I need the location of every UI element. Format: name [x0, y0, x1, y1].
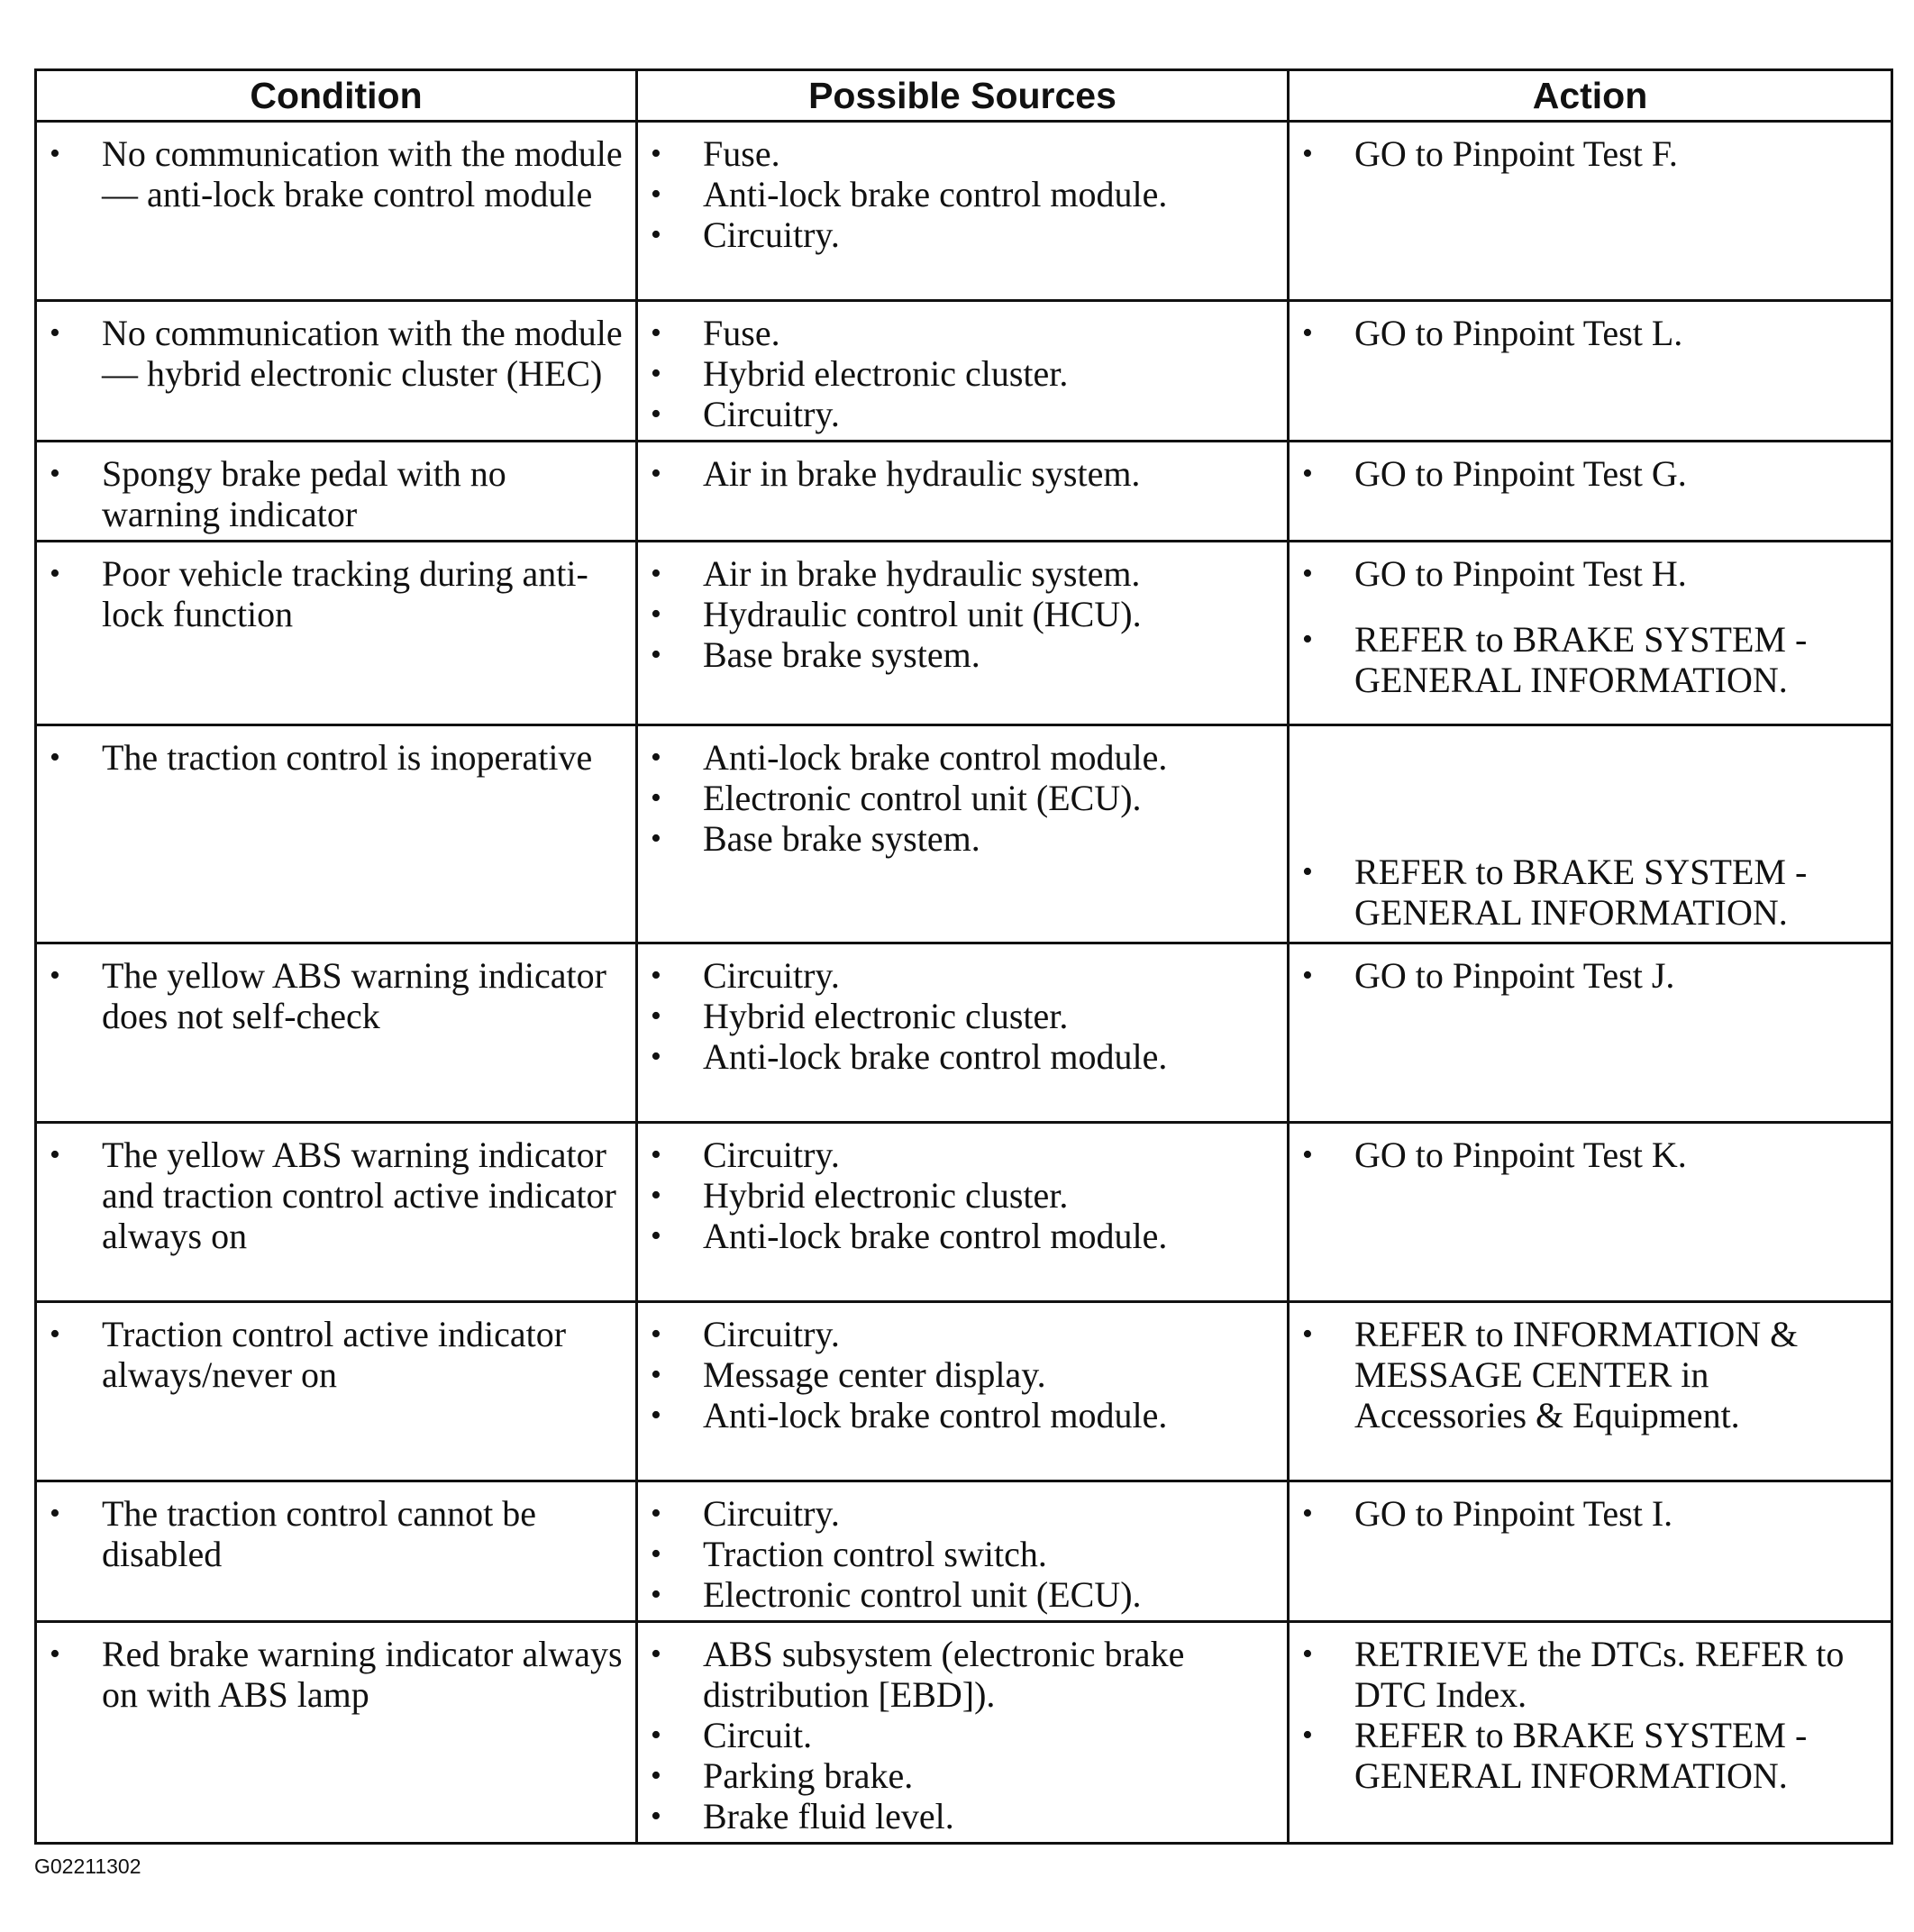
sources-cell	[637, 442, 1289, 542]
action-item: • REFER to BRAKE SYSTEM - GENERAL INFORMATION.	[1290, 1715, 1878, 1796]
source-item: • Circuitry.	[638, 955, 1274, 996]
table-row	[36, 442, 1892, 542]
action-cell	[1289, 725, 1892, 943]
sources-cell	[637, 1302, 1289, 1481]
action-item: • GO to Pinpoint Test F.	[1290, 133, 1878, 174]
source-item: • Anti-lock brake control module.	[638, 737, 1274, 778]
table-row	[36, 301, 1892, 442]
source-item: • Base brake system.	[638, 634, 1274, 675]
header-row	[36, 70, 1892, 122]
source-item: • Air in brake hydraulic system.	[638, 453, 1274, 494]
sources-cell	[637, 943, 1289, 1123]
source-item: • Anti-lock brake control module.	[638, 174, 1274, 214]
condition-item: • No communication with the module — hybrid electronic cluster (HEC)	[37, 313, 623, 394]
condition-item: • The yellow ABS warning indicator and traction control active indicator always on	[37, 1135, 623, 1256]
source-item: • Fuse.	[638, 133, 1274, 174]
condition-item: • Red brake warning indicator always on with ABS lamp	[37, 1634, 623, 1715]
source-item: • Fuse.	[638, 313, 1274, 353]
condition-cell	[36, 442, 637, 542]
source-item: • Electronic control unit (ECU).	[638, 778, 1274, 818]
action-item: • GO to Pinpoint Test I.	[1290, 1493, 1878, 1534]
sources-cell	[637, 725, 1289, 943]
action-item: • GO to Pinpoint Test G.	[1290, 453, 1878, 494]
diagnosis-table-sheet	[34, 68, 1891, 1845]
source-item: • Circuit.	[638, 1715, 1274, 1755]
condition-cell	[36, 301, 637, 442]
table-row	[36, 1622, 1892, 1844]
condition-cell	[36, 1481, 637, 1622]
action-cell	[1289, 301, 1892, 442]
source-item: • Hydraulic control unit (HCU).	[638, 594, 1274, 634]
source-item: • Brake fluid level.	[638, 1796, 1274, 1836]
header-condition: Condition	[36, 70, 637, 122]
condition-cell	[36, 542, 637, 725]
action-cell	[1289, 442, 1892, 542]
condition-item: • The traction control is inoperative	[37, 737, 623, 778]
action-cell	[1289, 1481, 1892, 1622]
table-row	[36, 725, 1892, 943]
figure-id: G02211302	[34, 1855, 141, 1878]
header-possible-sources: Possible Sources	[637, 70, 1289, 122]
source-item: • Base brake system.	[638, 818, 1274, 859]
condition-item: • No communication with the module — anti-lock brake control module	[37, 133, 623, 214]
condition-item: • Poor vehicle tracking during anti-lock function	[37, 553, 623, 634]
source-item: • Anti-lock brake control module.	[638, 1395, 1274, 1435]
action-item: • REFER to BRAKE SYSTEM - GENERAL INFORMATION.	[1290, 619, 1878, 700]
source-item: • Circuitry.	[638, 1135, 1274, 1175]
action-item: • GO to Pinpoint Test L.	[1290, 313, 1878, 353]
action-cell	[1289, 1622, 1892, 1844]
condition-cell	[36, 943, 637, 1123]
condition-cell	[36, 1622, 637, 1844]
action-item: • GO to Pinpoint Test H.	[1290, 553, 1878, 594]
sources-cell	[637, 1622, 1289, 1844]
action-item: • RETRIEVE the DTCs. REFER to DTC Index.	[1290, 1634, 1878, 1715]
source-item: • Parking brake.	[638, 1755, 1274, 1796]
condition-item: • The traction control cannot be disabled	[37, 1493, 623, 1574]
action-cell	[1289, 1302, 1892, 1481]
sources-cell	[637, 1481, 1289, 1622]
table-row	[36, 943, 1892, 1123]
table-row	[36, 1123, 1892, 1302]
source-item: • Circuitry.	[638, 1314, 1274, 1354]
header-action: Action	[1289, 70, 1892, 122]
table-row	[36, 542, 1892, 725]
action-cell	[1289, 943, 1892, 1123]
sources-cell	[637, 122, 1289, 301]
condition-item: • Spongy brake pedal with no warning indicator	[37, 453, 623, 534]
condition-item: • Traction control active indicator always/never on	[37, 1314, 623, 1395]
sources-cell	[637, 1123, 1289, 1302]
source-item: • Circuitry.	[638, 214, 1274, 255]
source-item: • Anti-lock brake control module.	[638, 1036, 1274, 1077]
table-row	[36, 1302, 1892, 1481]
source-item: • Electronic control unit (ECU).	[638, 1574, 1274, 1615]
source-item: • Hybrid electronic cluster.	[638, 1175, 1274, 1216]
action-cell	[1289, 122, 1892, 301]
action-item: • GO to Pinpoint Test K.	[1290, 1135, 1878, 1175]
sources-cell	[637, 542, 1289, 725]
condition-cell	[36, 1302, 637, 1481]
source-item: • Traction control switch.	[638, 1534, 1274, 1574]
source-item: • Circuitry.	[638, 394, 1274, 434]
action-cell	[1289, 1123, 1892, 1302]
source-item: • ABS subsystem (electronic brake distribution [EBD]).	[638, 1634, 1274, 1715]
source-item: • Hybrid electronic cluster.	[638, 353, 1274, 394]
source-item: • Message center display.	[638, 1354, 1274, 1395]
source-item: • Air in brake hydraulic system.	[638, 553, 1274, 594]
source-item: • Circuitry.	[638, 1493, 1274, 1534]
condition-cell	[36, 1123, 637, 1302]
condition-cell	[36, 725, 637, 943]
condition-cell	[36, 122, 637, 301]
source-item: • Anti-lock brake control module.	[638, 1216, 1274, 1256]
source-item: • Hybrid electronic cluster.	[638, 996, 1274, 1036]
condition-item: • The yellow ABS warning indicator does not self-check	[37, 955, 623, 1036]
sources-cell	[637, 301, 1289, 442]
action-cell	[1289, 542, 1892, 725]
action-item: • GO to Pinpoint Test J.	[1290, 955, 1878, 996]
table-row	[36, 122, 1892, 301]
symptom-chart-table	[34, 68, 1893, 1845]
action-item: • REFER to BRAKE SYSTEM - GENERAL INFORMATION.	[1290, 852, 1878, 933]
action-item: • REFER to INFORMATION & MESSAGE CENTER in Accessories & Equipment.	[1290, 1314, 1878, 1435]
table-row	[36, 1481, 1892, 1622]
